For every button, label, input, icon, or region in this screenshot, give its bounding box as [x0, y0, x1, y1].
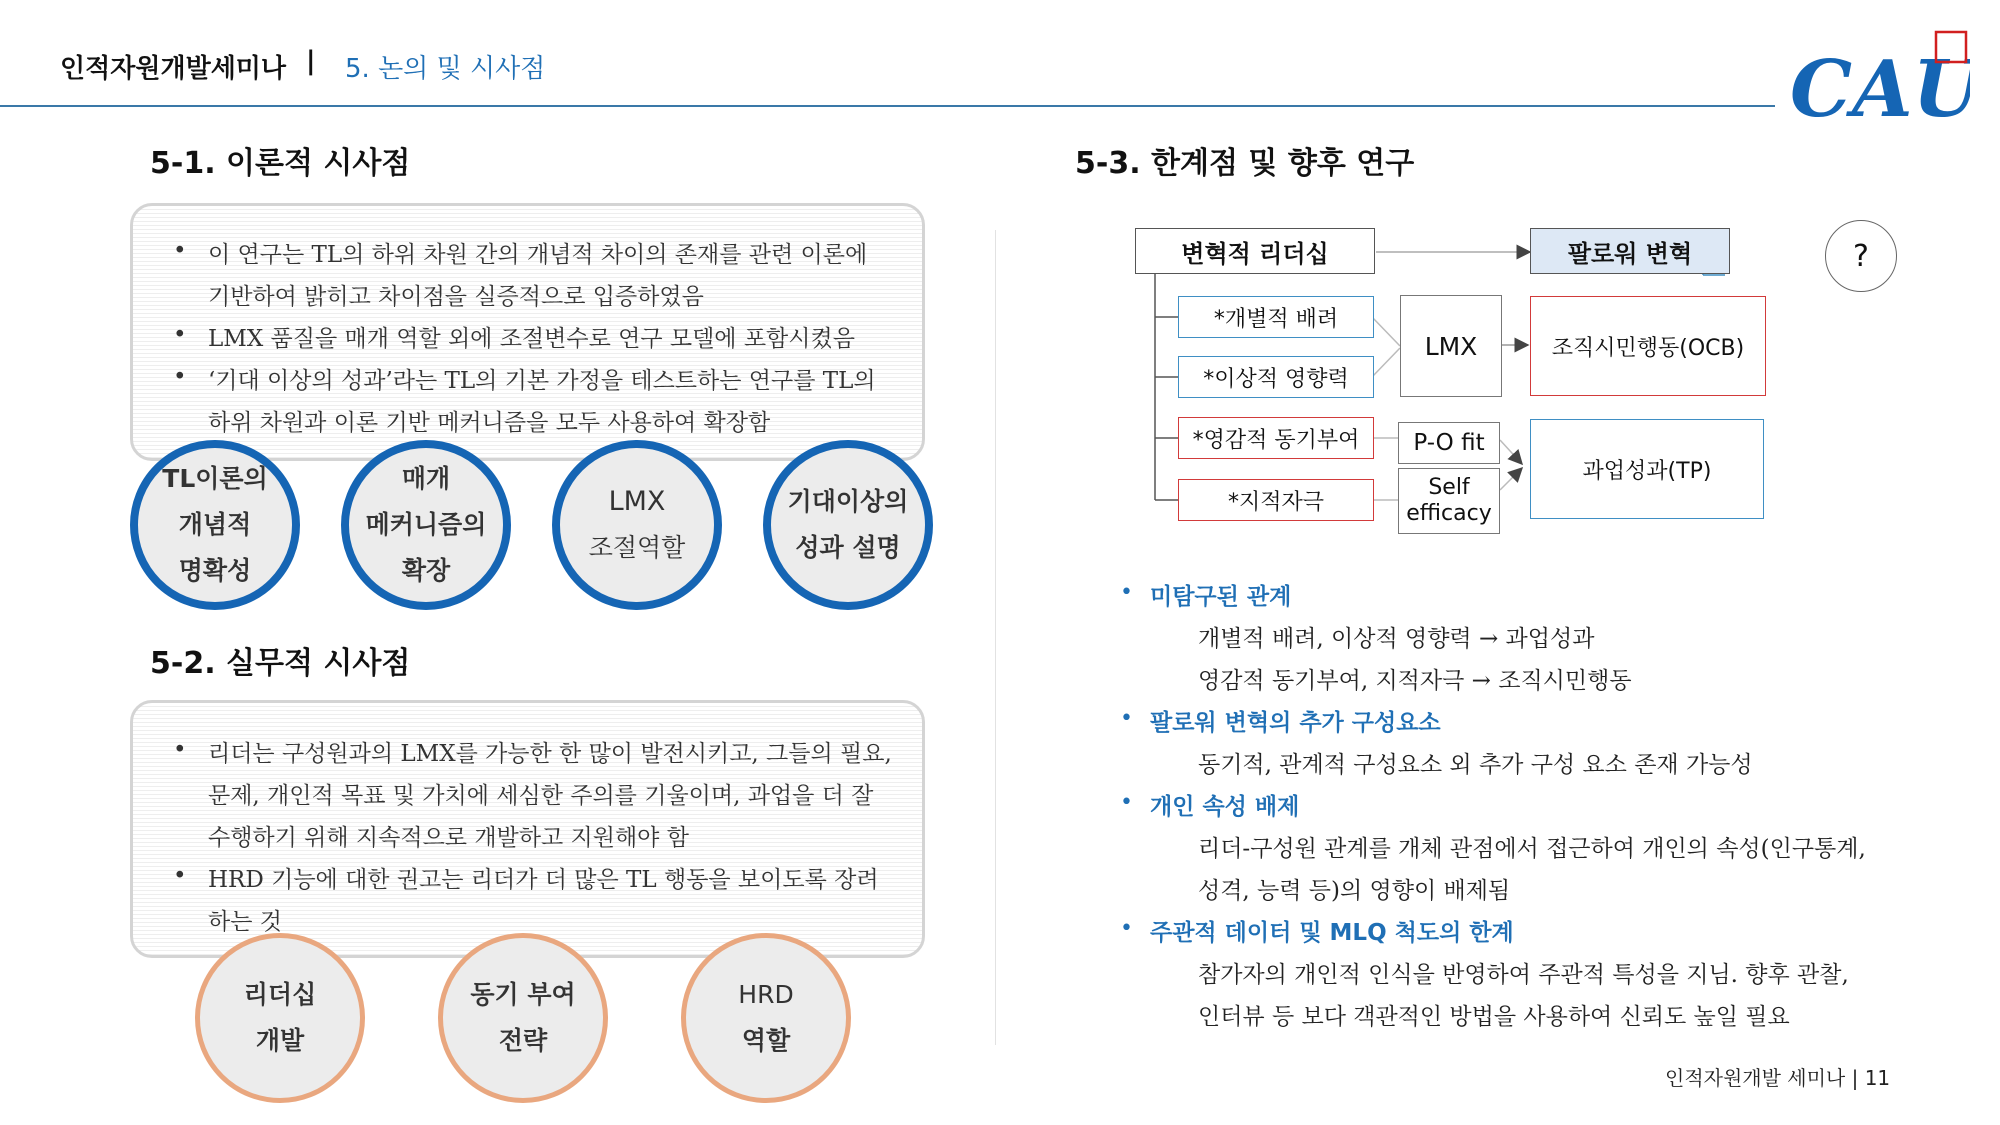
bullet-text: 하위 차원과 이론 기반 메커니즘을 모두 사용하여 확장함: [208, 410, 771, 436]
section-heading-5-3: 5-3. 한계점 및 향후 연구: [1075, 146, 1415, 181]
inspirational-motivation-box: *영감적 동기부여: [1178, 417, 1374, 459]
intellectual-stimulation-box: *지적자극: [1178, 479, 1374, 521]
individualized-consideration-box: *개별적 배려: [1178, 296, 1374, 338]
circle-tl-clarity: TL이론의 개념적 명확성: [130, 440, 300, 610]
bullet-text: 리더는 구성원과의 LMX를 가능한 한 많이 발전시키고, 그들의 필요,: [208, 741, 892, 767]
footer-page-number: 인적자원개발 세미나 | 11: [1665, 1066, 1891, 1090]
bullet-text: 이 연구는 TL의 하위 차원 간의 개념적 차이의 존재를 관련 이론에: [208, 242, 868, 268]
task-performance-box: 과업성과(TP): [1530, 419, 1764, 519]
column-divider: [995, 230, 996, 1045]
bullet-text: LMX 품질을 매개 역할 외에 조절변수로 연구 모델에 포함시켰음: [208, 326, 855, 352]
idealized-influence-box: *이상적 영향력: [1178, 356, 1374, 398]
ocb-box: 조직시민행동(OCB): [1530, 296, 1766, 396]
limitation-text: 동기적, 관계적 구성요소 외 추가 구성 요소 존재 가능성: [1198, 752, 1753, 778]
header-separator: |: [306, 46, 316, 76]
bullet-dot: •: [173, 863, 187, 889]
transformational-leadership-box: 변혁적 리더십: [1135, 228, 1375, 274]
limitation-text: 영감적 동기부여, 지적자극 → 조직시민행동: [1198, 668, 1632, 694]
circle-beyond-expectation: 기대이상의 성과 설명: [763, 440, 933, 610]
bullet-dot: •: [1120, 916, 1133, 941]
limitation-text: 참가자의 개인적 인식을 반영하여 주관적 특성을 지님. 향후 관찰,: [1198, 962, 1849, 988]
bullet-text: 문제, 개인적 목표 및 가치에 세심한 주의를 기울이며, 과업을 더 잘: [208, 783, 874, 809]
bullet-text: 하는 것: [208, 909, 282, 935]
bullet-text: ‘기대 이상의 성과’라는 TL의 기본 가정을 테스트하는 연구를 TL의: [208, 368, 876, 394]
bullet-dot: •: [173, 322, 187, 348]
circle-lmx-moderation: LMX 조절역할: [552, 440, 722, 610]
bullet-dot: •: [1120, 580, 1133, 605]
bullet-dot: •: [1120, 790, 1133, 815]
bullet-dot: •: [1120, 706, 1133, 731]
question-circle: ?: [1825, 220, 1897, 292]
bullet-text: HRD 기능에 대한 권고는 리더가 더 많은 TL 행동을 보이도록 장려: [208, 867, 879, 893]
limitation-text: 성격, 능력 등)의 영향이 배제됨: [1198, 878, 1511, 904]
bullet-dot: •: [173, 238, 187, 264]
header-rule: [0, 105, 1775, 107]
limitation-heading: 미탐구된 관계: [1150, 584, 1292, 610]
section-heading-5-1: 5-1. 이론적 시사점: [150, 146, 411, 181]
limitation-text: 인터뷰 등 보다 객관적인 방법을 사용하여 신뢰도 높일 필요: [1198, 1004, 1790, 1030]
bullet-dot: •: [173, 364, 187, 390]
theoretical-implications-panel: [130, 203, 925, 461]
presentation-title: 인적자원개발세미나: [60, 54, 287, 84]
limitation-text: 개별적 배려, 이상적 영향력 → 과업성과: [1198, 626, 1595, 652]
section-title: 5. 논의 및 시사점: [345, 54, 546, 84]
limitation-heading: 개인 속성 배제: [1150, 794, 1300, 820]
bullet-dot: •: [173, 737, 187, 763]
limitation-text: 리더-구성원 관계를 개체 관점에서 접근하여 개인의 속성(인구통계,: [1198, 836, 1866, 862]
self-efficacy-box: Self efficacy: [1398, 468, 1500, 534]
svg-text:CAU: CAU: [1790, 44, 1970, 128]
cau-logo: [1790, 28, 1970, 128]
bullet-text: 기반하여 밝히고 차이점을 실증적으로 입증하였음: [208, 284, 704, 310]
section-heading-5-2: 5-2. 실무적 시사점: [150, 646, 411, 681]
practical-implications-panel: [130, 700, 925, 958]
po-fit-box: P-O fit: [1398, 422, 1500, 464]
limitation-heading: 팔로워 변혁의 추가 구성요소: [1150, 710, 1441, 736]
circle-motivation-strategy: 동기 부여 전략: [438, 933, 608, 1103]
lmx-box: LMX: [1400, 295, 1502, 397]
limitation-heading: 주관적 데이터 및 MLQ 척도의 한계: [1150, 920, 1514, 946]
circle-leadership-development: 리더십 개발: [195, 933, 365, 1103]
circle-hrd-role: HRD 역할: [681, 933, 851, 1103]
circle-mediation-extension: 매개 메커니즘의 확장: [341, 440, 511, 610]
bullet-text: 수행하기 위해 지속적으로 개발하고 지원해야 함: [208, 825, 689, 851]
follower-transformation-box: 팔로워 변혁: [1530, 228, 1730, 274]
